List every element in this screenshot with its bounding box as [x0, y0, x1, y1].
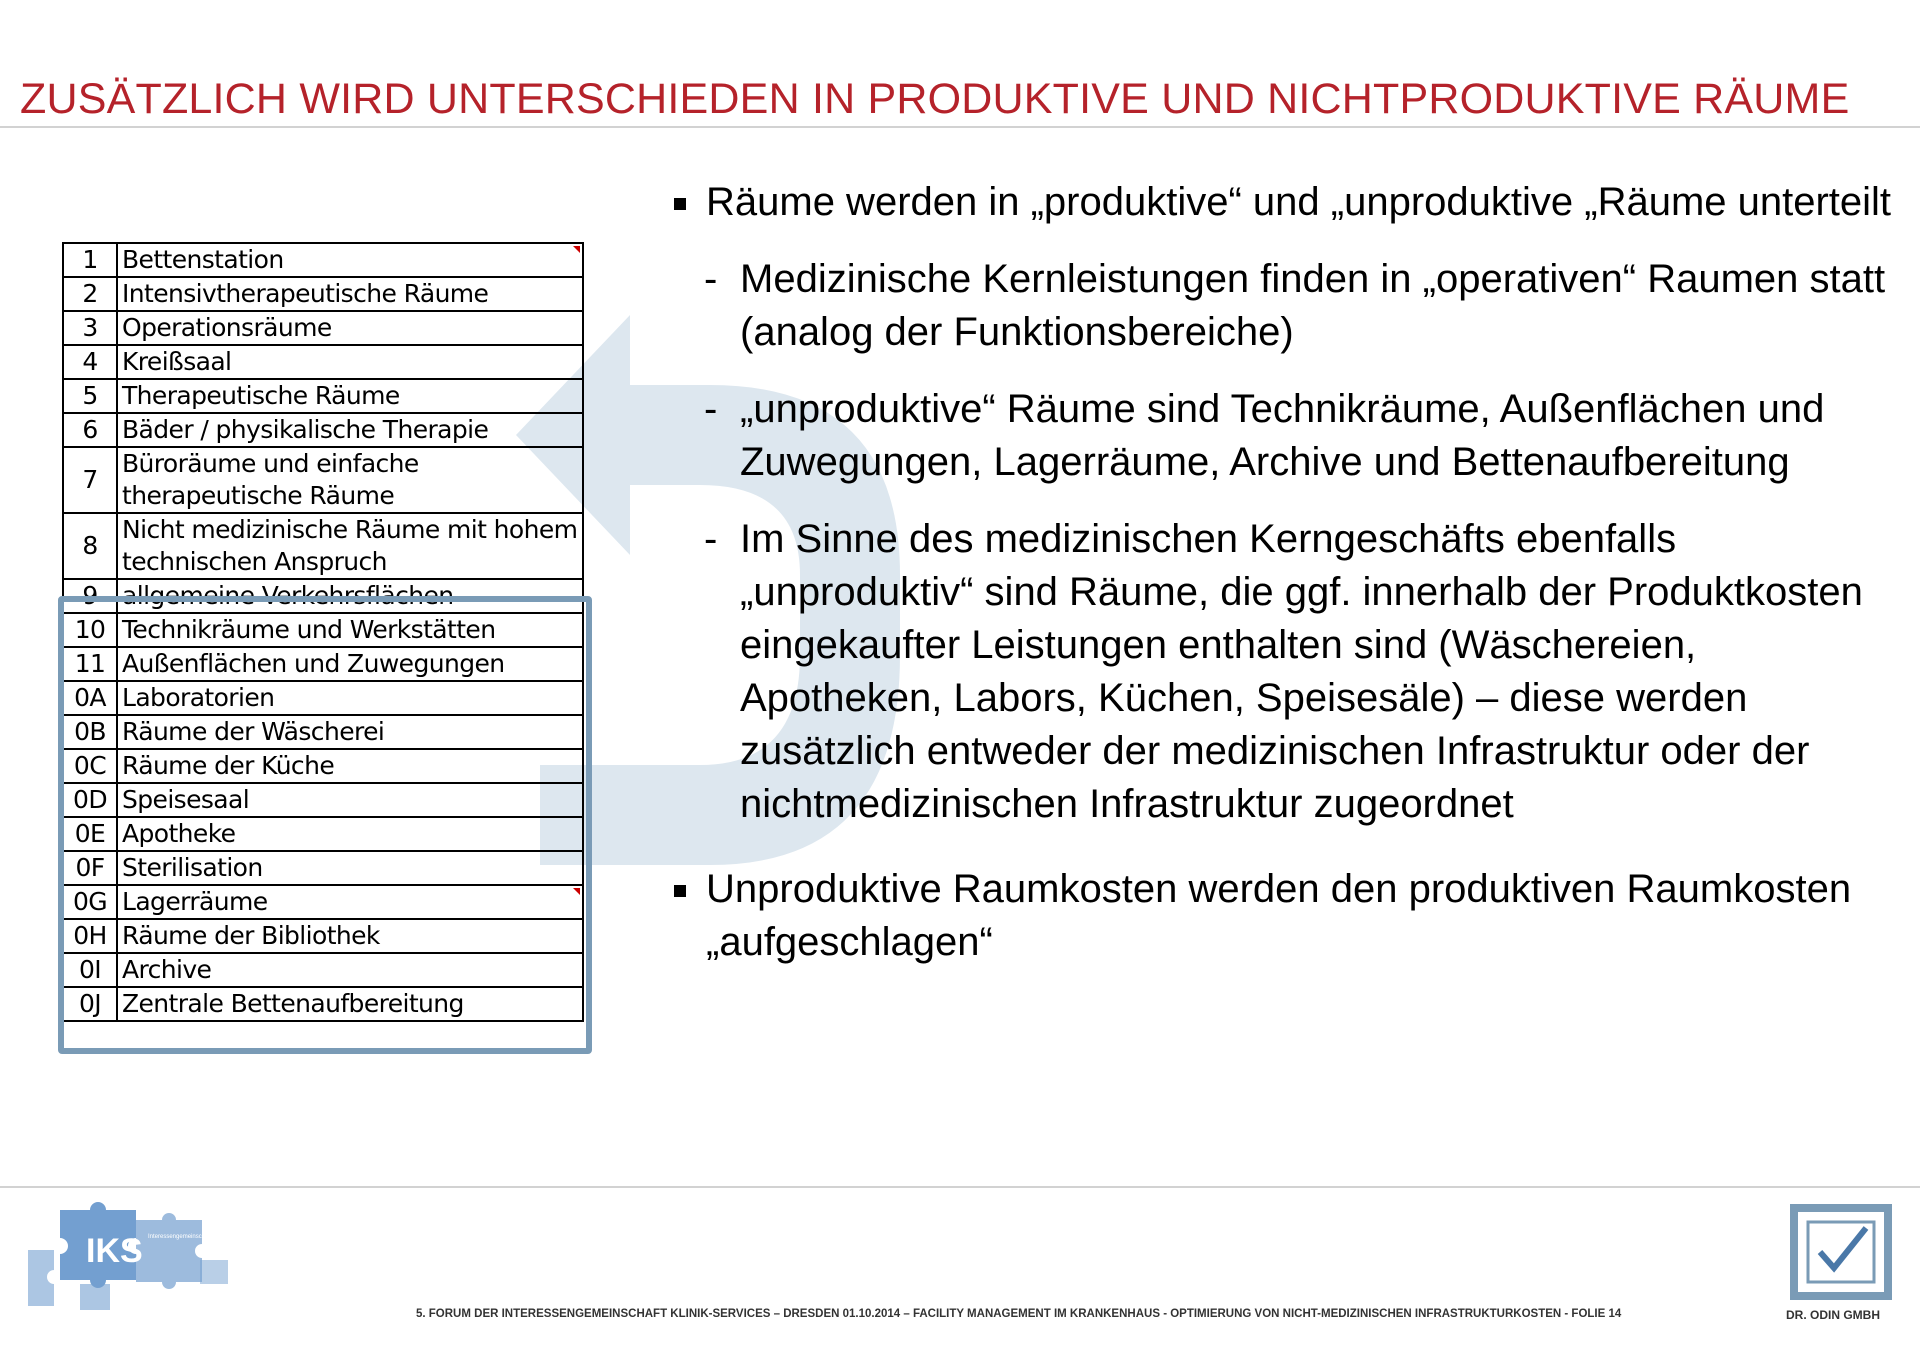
room-number: 4 [63, 345, 117, 379]
bullet-list [672, 176, 1892, 993]
room-number: 10 [63, 613, 117, 647]
room-label: Technikräume und Werkstätten [117, 613, 583, 647]
company-name: DR. ODIN GMBH [1786, 1308, 1880, 1322]
footer-divider [0, 1186, 1920, 1188]
room-label: Therapeutische Räume [117, 379, 583, 413]
room-label: Kreißsaal [117, 345, 583, 379]
room-number: 0E [63, 817, 117, 851]
unproductive-rooms-highlight [58, 596, 592, 1054]
room-number: 6 [63, 413, 117, 447]
room-label: Nicht medizinische Räume mit hohem technischen Anspruch [117, 513, 583, 579]
room-number: 0A [63, 681, 117, 715]
svg-text:IKS: IKS [86, 1232, 143, 1270]
room-label: Lagerräume [117, 885, 583, 919]
room-label: Räume der Wäscherei [117, 715, 583, 749]
table-row [63, 513, 583, 579]
bullet-item: Räume werden in „produktive“ und „unproduktive „Räume unterteilt [672, 176, 1892, 229]
iks-puzzle-logo-icon [20, 1200, 253, 1320]
bullet-item: Unproduktive Raumkosten werden den produktiven Raumkosten „aufgeschlagen“ [672, 863, 1892, 969]
table-row [63, 311, 583, 345]
room-label: Räume der Küche [117, 749, 583, 783]
room-label: Operationsräume [117, 311, 583, 345]
room-number: 3 [63, 311, 117, 345]
table-row [63, 277, 583, 311]
sub-bullet-item: - Medizinische Kernleistungen finden in „operativen“ Raumen statt (analog der Funktionsbereiche) [672, 253, 1892, 359]
room-label: Archive [117, 953, 583, 987]
room-number: 0I [63, 953, 117, 987]
room-number: 0F [63, 851, 117, 885]
table-row [63, 379, 583, 413]
room-number: 11 [63, 647, 117, 681]
table-row [63, 345, 583, 379]
room-number: 9 [63, 579, 117, 613]
square-bullet-icon [674, 198, 686, 210]
room-number: 1 [63, 243, 117, 277]
dash-marker: - [704, 517, 718, 561]
room-number: 0C [63, 749, 117, 783]
table-row [63, 243, 583, 277]
room-number: 2 [63, 277, 117, 311]
room-label: Außenflächen und Zuwegungen [117, 647, 583, 681]
room-label: Räume der Bibliothek [117, 919, 583, 953]
room-label: Büroräume und einfache therapeutische Räume [117, 447, 583, 513]
sub-bullet-item: - Im Sinne des medizinischen Kerngeschäfts ebenfalls „unproduktiv“ sind Räume, die ggf. innerhalb der Produktkosten eingekaufter Leistungen enthalten sind (Wäschereien, Apotheken, Labors, Küchen, Speisesäle) – diese werden zusätzlich entweder der medizinischen Infrastruktur oder der nichtmedizinischen Infrastruktur zugeordnet [672, 513, 1892, 831]
slide-title: ZUSÄTZLICH WIRD UNTERSCHIEDEN IN PRODUKTIVE UND NICHTPRODUKTIVE RÄUME [20, 75, 1850, 123]
room-number: 0B [63, 715, 117, 749]
svg-text:Interessengemeinschaft Klinik-: Interessengemeinschaft Klinik-Services [148, 1234, 253, 1240]
table-row [63, 447, 583, 513]
dash-marker: - [704, 257, 718, 301]
title-divider [0, 126, 1920, 128]
room-label: Laboratorien [117, 681, 583, 715]
sub-bullet-item: - „unproduktive“ Räume sind Technikräume, Außenflächen und Zuwegungen, Lagerräume, Archive und Bettenaufbereitung [672, 383, 1892, 489]
checkmark-logo-icon [1790, 1204, 1892, 1300]
room-label: Sterilisation [117, 851, 583, 885]
dash-marker: - [704, 387, 718, 431]
table-row [63, 413, 583, 447]
room-label: Zentrale Bettenaufbereitung [117, 987, 583, 1021]
room-label: allgemeine Verkehrsflächen [117, 579, 583, 613]
room-label: Bettenstation [117, 243, 583, 277]
room-number: 8 [63, 513, 117, 579]
room-number: 0D [63, 783, 117, 817]
footer-caption: 5. FORUM DER INTERESSENGEMEINSCHAFT KLINIK-SERVICES – DRESDEN 01.10.2014 – FACILITY MANAGEMENT IM KRANKENHAUS - OPTIMIERUNG VON NICHT-MEDIZINISCHEN INFRASTRUKTURKOSTEN - FOLIE 14 [416, 1308, 1622, 1320]
square-bullet-icon [674, 885, 686, 897]
room-label: Apotheke [117, 817, 583, 851]
room-label: Bäder / physikalische Therapie [117, 413, 583, 447]
room-number: 7 [63, 447, 117, 513]
room-label: Intensivtherapeutische Räume [117, 277, 583, 311]
room-number: 0G [63, 885, 117, 919]
room-number: 5 [63, 379, 117, 413]
room-number: 0J [63, 987, 117, 1021]
room-number: 0H [63, 919, 117, 953]
room-label: Speisesaal [117, 783, 583, 817]
